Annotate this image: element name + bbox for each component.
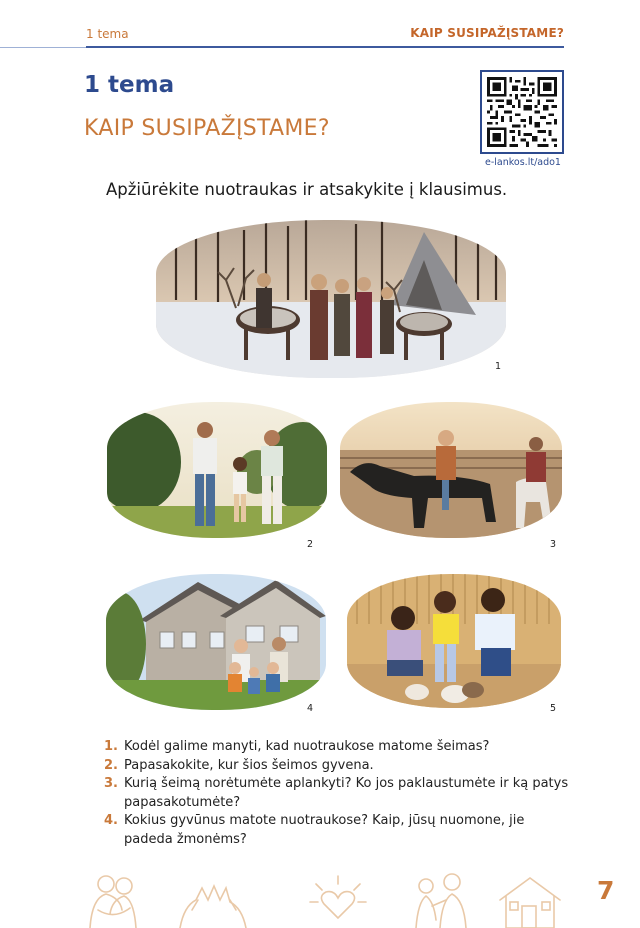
question-text: Papasakokite, kur šios šeimos gyvena.: [124, 757, 374, 773]
topic-label: 1 tema: [84, 72, 175, 98]
running-header-topic: 1 tema: [86, 27, 129, 41]
question-number: 4.: [104, 813, 118, 828]
question-number: 2.: [104, 757, 118, 773]
question-item: [104, 775, 574, 812]
photo-number-4: 4: [307, 703, 314, 714]
hands-together-icon: [180, 886, 246, 928]
header-rule-left: [0, 47, 86, 48]
family-with-rabbits-photo: [347, 574, 561, 708]
question-list: [104, 738, 574, 849]
footer-decoration: [80, 870, 570, 928]
question-text: Kurią šeimą norėtumėte aplankyti? Ko jos paklaustumėte ir ką patys papasakotumėte?: [124, 776, 569, 810]
house-icon: [500, 878, 560, 928]
instruction-text: Apžiūrėkite nuotraukas ir atsakykite į klausimus.: [106, 180, 508, 199]
question-text: Kokius gyvūnus matote nuotraukose? Kaip, jūsų nuomone, jie padeda žmonėms?: [124, 813, 525, 847]
heart-sun-icon: [310, 876, 366, 918]
family-in-front-of-house-photo: [106, 574, 326, 710]
question-text: Kodėl galime manyti, kad nuotraukose matome šeimas?: [124, 739, 490, 754]
question-number: 3.: [104, 776, 118, 791]
hug-icon: [90, 876, 136, 928]
question-item: [104, 812, 574, 849]
parent-child-icon: [416, 874, 466, 928]
family-walking-park-photo: [107, 402, 327, 538]
reindeer-family-tundra-photo: [156, 220, 506, 378]
header-rule: [86, 46, 564, 48]
riders-on-horses-photo: [340, 402, 562, 538]
question-item: [104, 757, 574, 776]
question-number: 1.: [104, 739, 118, 754]
photo-number-1: 1: [495, 361, 502, 372]
qr-code-icon[interactable]: [480, 70, 564, 154]
question-item: [104, 738, 574, 757]
page-title: KAIP SUSIPAŽĮSTAME?: [84, 116, 330, 141]
running-header-title: KAIP SUSIPAŽĮSTAME?: [410, 26, 564, 40]
photo-number-3: 3: [550, 539, 557, 550]
running-header: [0, 0, 640, 50]
page-number: 7: [597, 876, 615, 905]
photo-number-2: 2: [307, 539, 314, 550]
photo-number-5: 5: [550, 703, 557, 714]
qr-link-text[interactable]: e-lankos.lt/ado1: [485, 157, 561, 168]
